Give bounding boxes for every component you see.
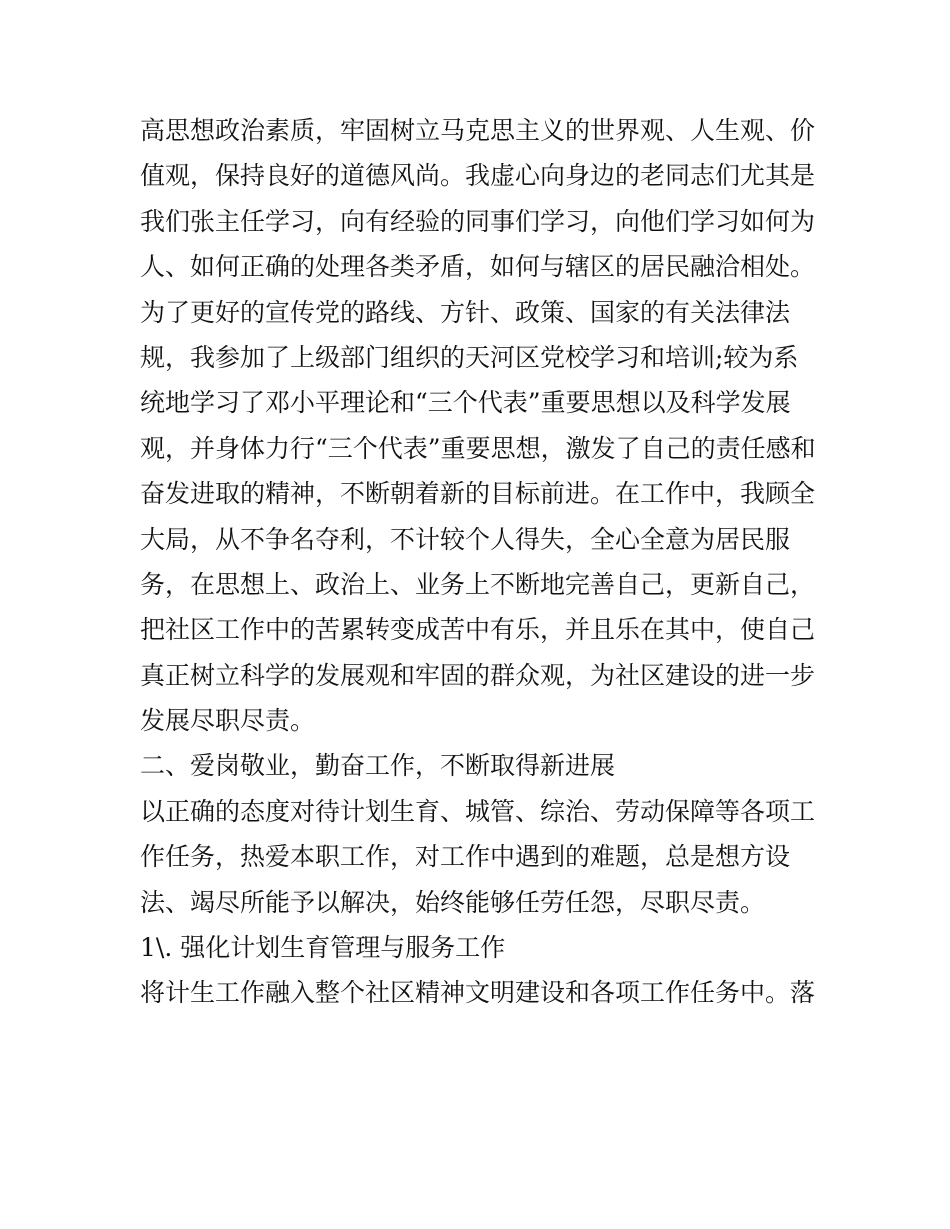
text-line: 发展尽职尽责。 xyxy=(140,706,316,736)
text-line: 为了更好的宣传党的路线、方针、政策、国家的有关法律法 xyxy=(140,297,791,327)
text-line: 我们张主任学习，向有经验的同事们学习，向他们学习如何为 xyxy=(140,206,816,236)
text-line: 统地学习了邓小平理论和“三个代表”重要思想以及科学发展 xyxy=(140,388,791,418)
text-line: 真正树立科学的发展观和牢固的群众观，为社区建设的进一步 xyxy=(140,660,816,690)
text-line: 值观，保持良好的道德风尚。我虚心向身边的老同志们尤其是 xyxy=(140,161,816,191)
text-line: 观，并身体力行“三个代表”重要思想，激发了自己的责任感和 xyxy=(140,433,816,463)
text-line: 人、如何正确的处理各类矛盾，如何与辖区的居民融洽相处。 xyxy=(140,252,816,282)
text-line: 务，在思想上、政治上、业务上不断地完善自己，更新自己， xyxy=(140,569,816,599)
text-line: 规，我参加了上级部门组织的天河区党校学习和培训;较为系 xyxy=(140,342,799,372)
text-line: 将计生工作融入整个社区精神文明建设和各项工作任务中。落 xyxy=(140,978,816,1008)
text-line: 法、竭尽所能予以解决，始终能够任劳任怨，尽职尽责。 xyxy=(140,887,766,917)
text-line: 以正确的态度对待计划生育、城管、综治、劳动保障等各项工 xyxy=(140,796,816,826)
text-line: 把社区工作中的苦累转变成苦中有乐，并且乐在其中，使自己 xyxy=(140,615,816,645)
document-body-text xyxy=(140,108,820,1016)
text-line: 大局，从不争名夺利，不计较个人得失，全心全意为居民服 xyxy=(140,524,791,554)
text-line: 奋发进取的精神，不断朝着新的目标前进。在工作中，我顾全 xyxy=(140,479,816,509)
text-line: 作任务，热爱本职工作，对工作中遇到的难题，总是想方设 xyxy=(140,842,791,872)
section-heading: 二、爱岗敬业，勤奋工作，不断取得新进展 xyxy=(140,751,616,781)
subsection-heading: 1\. 强化计划生育管理与服务工作 xyxy=(140,933,506,963)
text-line: 高思想政治素质，牢固树立马克思主义的世界观、人生观、价 xyxy=(140,116,816,145)
